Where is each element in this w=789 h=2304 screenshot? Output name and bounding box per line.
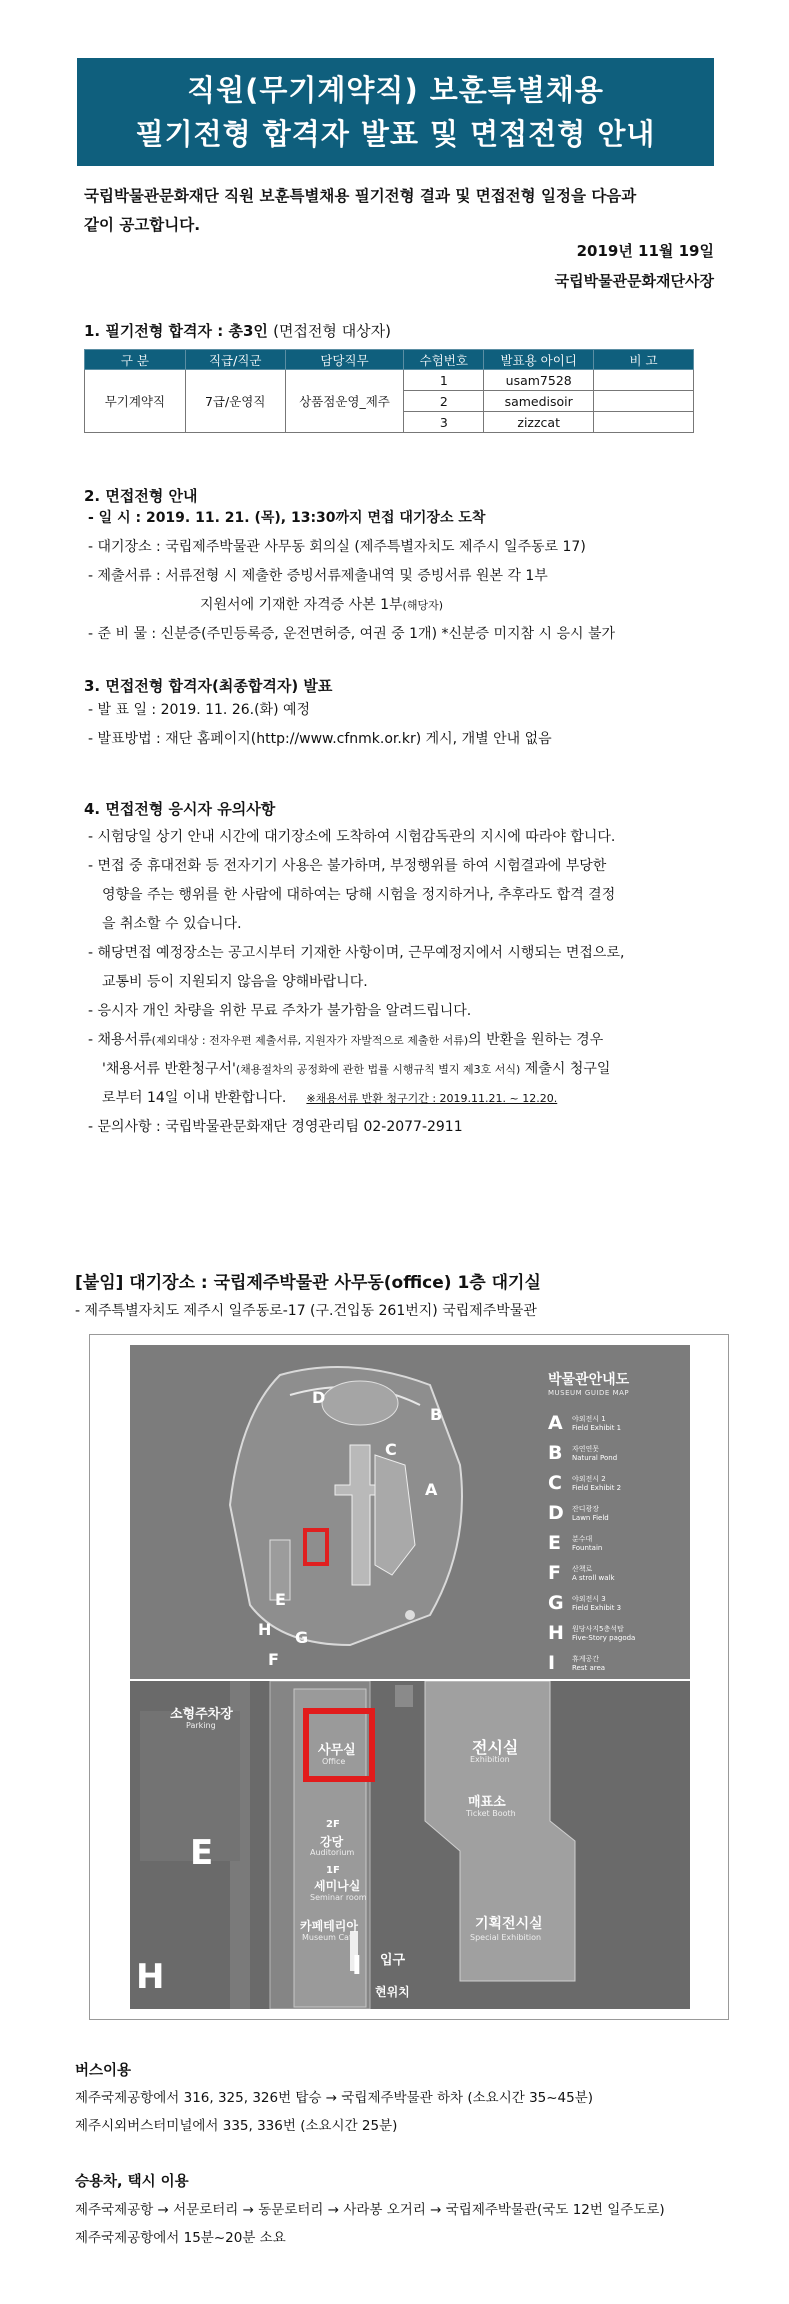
office-detail-map <box>130 1681 690 2009</box>
interview-venue: - 대기장소 : 국립제주박물관 사무동 회의실 (제주특별자치도 제주시 일주동로 17) <box>88 539 586 555</box>
title-banner <box>77 58 714 166</box>
legend-letter: H <box>548 1622 564 1644</box>
legend-item <box>548 1503 688 1533</box>
note-item: - 면접 중 휴대전화 등 전자기기 사용은 불가하며, 부정행위를 하여 시험결과에 부당한 <box>88 858 607 874</box>
special-exhibition-label: 기획전시실 <box>475 1916 543 1932</box>
note-item: - 시험당일 상기 안내 시간에 대기장소에 도착하여 시험감독관의 지시에 따라야 합니다. <box>88 829 616 845</box>
intro-line1: 국립박물관문화재단 직원 보훈특별채용 필기전형 결과 및 면접전형 일정을 다음과 <box>84 187 637 205</box>
interview-schedule: - 일 시 : 2019. 11. 21. (목), 13:30까지 면접 대기장소 도착 <box>88 510 486 526</box>
note-cell <box>594 370 694 391</box>
legend-label <box>568 1593 621 1613</box>
note-item: - 해당면접 예정장소는 공고시부터 기재한 사항이며, 근무예정지에서 시행되는 면접으로, <box>88 945 625 961</box>
parking-label: 소형주차장 <box>170 1707 233 1722</box>
legend-name-en: Field Exhibit 2 <box>572 1484 622 1492</box>
announce-id-cell: zizzcat <box>484 412 594 433</box>
legend-name-en: A stroll walk <box>572 1574 615 1582</box>
seminar-floor: 1F <box>326 1865 340 1876</box>
car-section-title: 승용차, 택시 이용 <box>75 2174 189 2190</box>
legend-item <box>548 1593 688 1623</box>
legend-name-en: Five-Story pagoda <box>572 1634 636 1642</box>
note-text: 의 반환을 원하는 경우 <box>468 1032 604 1048</box>
legend-name-en: Fountain <box>572 1544 603 1552</box>
map-letter: D <box>312 1388 326 1407</box>
ticket-booth-label: 매표소 <box>468 1795 506 1810</box>
map-letter-e: E <box>190 1833 214 1873</box>
legend-label <box>568 1653 605 1673</box>
table-header-row <box>85 350 694 370</box>
car-info-line: 제주국제공항에서 15분~20분 소요 <box>75 2230 286 2246</box>
table-row <box>85 370 694 391</box>
auditorium-label-en: Auditorium <box>310 1848 355 1857</box>
note-item-cont: 교통비 등이 지원되지 않음을 양해바랍니다. <box>102 974 368 990</box>
section1-title-text: 1. 필기전형 합격자 : 총3인 <box>84 322 268 340</box>
guide-map-subtitle: MUSEUM GUIDE MAP <box>548 1389 630 1397</box>
legend-name: 산책로 <box>572 1565 593 1573</box>
note-item-cont: 영향을 주는 행위를 한 사람에 대하여는 당해 시험을 정지하거나, 추후라도 합격 결정 <box>102 887 616 903</box>
note-cell <box>594 412 694 433</box>
note-cell <box>594 391 694 412</box>
map-marker <box>405 1610 415 1620</box>
map-letter: G <box>295 1628 309 1647</box>
exam-number-cell: 1 <box>404 370 484 391</box>
intro-paragraph <box>84 182 714 240</box>
legend-name: 휴게공간 <box>572 1655 600 1663</box>
legend-item <box>548 1413 688 1443</box>
guide-map-title: 박물관안내도 <box>548 1372 630 1388</box>
section2-body <box>88 504 728 649</box>
car-info-line: 제주국제공항 → 서문로터리 → 동문로터리 → 사라봉 오거리 → 국립제주박물관(국도 12번 일주도로) <box>75 2202 665 2218</box>
exam-number-cell: 2 <box>404 391 484 412</box>
office-label: 사무실 <box>318 1743 356 1758</box>
section1-title-note: (면접전형 대상자) <box>273 322 392 340</box>
current-location-label: 현위치 <box>375 1985 410 1999</box>
bus-info-line: 제주국제공항에서 316, 325, 326번 탑승 → 국립제주박물관 하차 (소요시간 35~45분) <box>75 2090 594 2106</box>
cafeteria-label: 카페테리아 <box>300 1919 358 1933</box>
legend-label <box>568 1533 602 1553</box>
legend-label <box>568 1623 635 1643</box>
museum-map-frame <box>89 1334 729 2020</box>
note-item <box>88 1026 720 1055</box>
legend-letter: E <box>548 1532 561 1554</box>
legend-name-en: Lawn Field <box>572 1514 609 1522</box>
legend-name: 분수대 <box>572 1535 593 1543</box>
legend-letter: F <box>548 1562 561 1584</box>
ticket-booth-label-en: Ticket Booth <box>466 1809 516 1818</box>
map-letter: H <box>258 1620 272 1639</box>
map-letter: B <box>430 1405 443 1424</box>
intro-line2: 같이 공고합니다. <box>84 216 201 234</box>
section1-title <box>84 320 391 341</box>
table-header: 담당직무 <box>285 350 404 370</box>
map-legend <box>548 1413 688 1683</box>
car-info <box>75 2196 665 2252</box>
map-letter-i: I <box>352 1951 362 1981</box>
legend-label <box>568 1443 617 1463</box>
note-small-text: (제외대상 : 전자우편 제출서류, 지원자가 자발적으로 제출한 서류) <box>151 1034 469 1047</box>
auditorium-floor: 2F <box>326 1819 340 1830</box>
lawn-field-shape <box>322 1381 398 1425</box>
legend-label <box>568 1413 621 1433</box>
legend-item <box>548 1533 688 1563</box>
legend-name: 야외전시 1 <box>572 1415 606 1423</box>
announce-date: - 발 표 일 : 2019. 11. 26.(화) 예정 <box>88 702 311 718</box>
legend-item <box>548 1653 688 1683</box>
map-letter: E <box>275 1590 286 1609</box>
exhibition-label: 전시실 <box>472 1738 519 1757</box>
attachment-address: - 제주특별자치도 제주시 일주동로-17 (구.건입동 261번지) 국립제주박물관 <box>75 1303 537 1319</box>
section3-title: 3. 면접전형 합격자(최종합격자) 발표 <box>84 677 333 695</box>
special-exhibition-label-en: Special Exhibition <box>470 1933 542 1942</box>
exhibition-label-en: Exhibition <box>470 1755 510 1764</box>
legend-letter: B <box>548 1442 563 1464</box>
category-cell: 무기계약직 <box>85 370 186 433</box>
office-label-en: Office <box>322 1757 346 1766</box>
announce-id-cell: samedisoir <box>484 391 594 412</box>
legend-letter: C <box>548 1472 562 1494</box>
required-docs-line2 <box>88 591 728 620</box>
legend-letter: I <box>548 1652 556 1674</box>
required-docs-line2-note: (해당자) <box>402 599 443 612</box>
note-text: 제출시 청구일 <box>520 1061 611 1077</box>
grade-cell: 7급/운영직 <box>185 370 285 433</box>
legend-label <box>568 1503 609 1523</box>
map-letter-h: H <box>136 1957 165 1997</box>
legend-item <box>548 1473 688 1503</box>
section3-body <box>88 696 728 754</box>
return-period-note: ※채용서류 반환 청구기간 : 2019.11.21. ~ 12.20. <box>306 1092 558 1105</box>
museum-guide-map <box>130 1345 690 1679</box>
legend-label <box>568 1473 621 1493</box>
parking-label-en: Parking <box>186 1721 216 1730</box>
legend-name-en: Field Exhibit 3 <box>572 1604 622 1612</box>
legend-name-en: Natural Pond <box>572 1454 618 1462</box>
legend-letter: D <box>548 1502 564 1524</box>
banner-title-line2: 필기전형 합격자 발표 및 면접전형 안내 <box>135 117 656 151</box>
map-letter: A <box>425 1480 438 1499</box>
duty-cell: 상품점운영_제주 <box>285 370 404 433</box>
legend-label <box>568 1563 615 1583</box>
bus-info-line: 제주시외버스터미널에서 335, 336번 (소요시간 25분) <box>75 2118 398 2134</box>
legend-letter: A <box>548 1412 563 1434</box>
cafeteria-label-en: Museum Cafe <box>302 1933 357 1942</box>
legend-item <box>548 1563 688 1593</box>
note-item: - 응시자 개인 차량을 위한 무료 주차가 불가함을 알려드립니다. <box>88 1003 472 1019</box>
legend-letter: G <box>548 1592 564 1614</box>
note-item-cont: 을 취소할 수 있습니다. <box>102 916 242 932</box>
table-header: 발표용 아이디 <box>484 350 594 370</box>
table-header: 비 고 <box>594 350 694 370</box>
note-item-cont <box>88 1084 720 1113</box>
detail-map-drawing <box>130 1681 690 2009</box>
note-text: 로부터 14일 이내 반환합니다. <box>102 1090 287 1106</box>
announce-id-cell: usam7528 <box>484 370 594 391</box>
seminar-room-label: 세미나실 <box>314 1879 361 1893</box>
legend-name-en: Rest area <box>572 1664 606 1672</box>
results-table <box>84 349 694 433</box>
section2-title: 2. 면접전형 안내 <box>84 487 198 505</box>
exam-number-cell: 3 <box>404 412 484 433</box>
table-header: 직급/직군 <box>185 350 285 370</box>
section4-title: 4. 면접전형 응시자 유의사항 <box>84 800 276 818</box>
required-docs-line1: - 제출서류 : 서류전형 시 제출한 증빙서류제출내역 및 증빙서류 원본 각 1부 <box>88 568 548 584</box>
note-item-cont <box>88 1055 720 1084</box>
toilet-block <box>395 1685 413 1707</box>
legend-name: 잔디광장 <box>572 1505 600 1513</box>
legend-name: 야외전시 2 <box>572 1475 606 1483</box>
map-letter: C <box>385 1440 397 1459</box>
note-text: '채용서류 반환청구서' <box>102 1061 236 1077</box>
notice-date: 2019년 11월 19일 <box>576 242 714 260</box>
table-header: 구 분 <box>85 350 186 370</box>
notice-issuer: 국립박물관문화재단사장 <box>554 272 714 290</box>
legend-item <box>548 1623 688 1653</box>
announce-method: - 발표방법 : 재단 홈페이지(http://www.cfnmk.or.kr) 게시, 개별 안내 없음 <box>88 731 552 747</box>
bus-section-title: 버스이용 <box>75 2063 132 2079</box>
inquiry-contact: - 문의사항 : 국립박물관문화재단 경영관리팀 02-2077-2911 <box>88 1119 463 1135</box>
legend-name: 원당사지5층석탑 <box>572 1625 624 1633</box>
note-small-text: (채용절차의 공정화에 관한 법률 시행규칙 별지 제3호 서식) <box>235 1063 521 1076</box>
table-header: 수험번호 <box>404 350 484 370</box>
map-letter: F <box>268 1650 279 1669</box>
legend-item <box>548 1443 688 1473</box>
legend-name-en: Field Exhibit 1 <box>572 1424 622 1432</box>
entrance-label: 입구 <box>380 1953 406 1968</box>
legend-name: 야외전시 3 <box>572 1595 606 1603</box>
items-to-bring: - 준 비 물 : 신분증(주민등록증, 운전면허증, 여권 중 1개) *신분증 미지참 시 응시 불가 <box>88 626 616 642</box>
required-docs-line2-text: 지원서에 기재한 자격증 사본 1부 <box>200 597 403 613</box>
attachment-title: [붙임] 대기장소 : 국립제주박물관 사무동(office) 1층 대기실 <box>75 1273 541 1293</box>
seminar-room-label-en: Seminar room <box>310 1893 367 1902</box>
auditorium-label: 강당 <box>320 1835 344 1849</box>
note-text: - 채용서류 <box>88 1032 152 1048</box>
section4-body <box>88 823 720 1142</box>
bus-info <box>75 2084 593 2140</box>
banner-title-line1: 직원(무기계약직) 보훈특별채용 <box>187 73 604 107</box>
legend-name: 자연연못 <box>572 1445 600 1453</box>
